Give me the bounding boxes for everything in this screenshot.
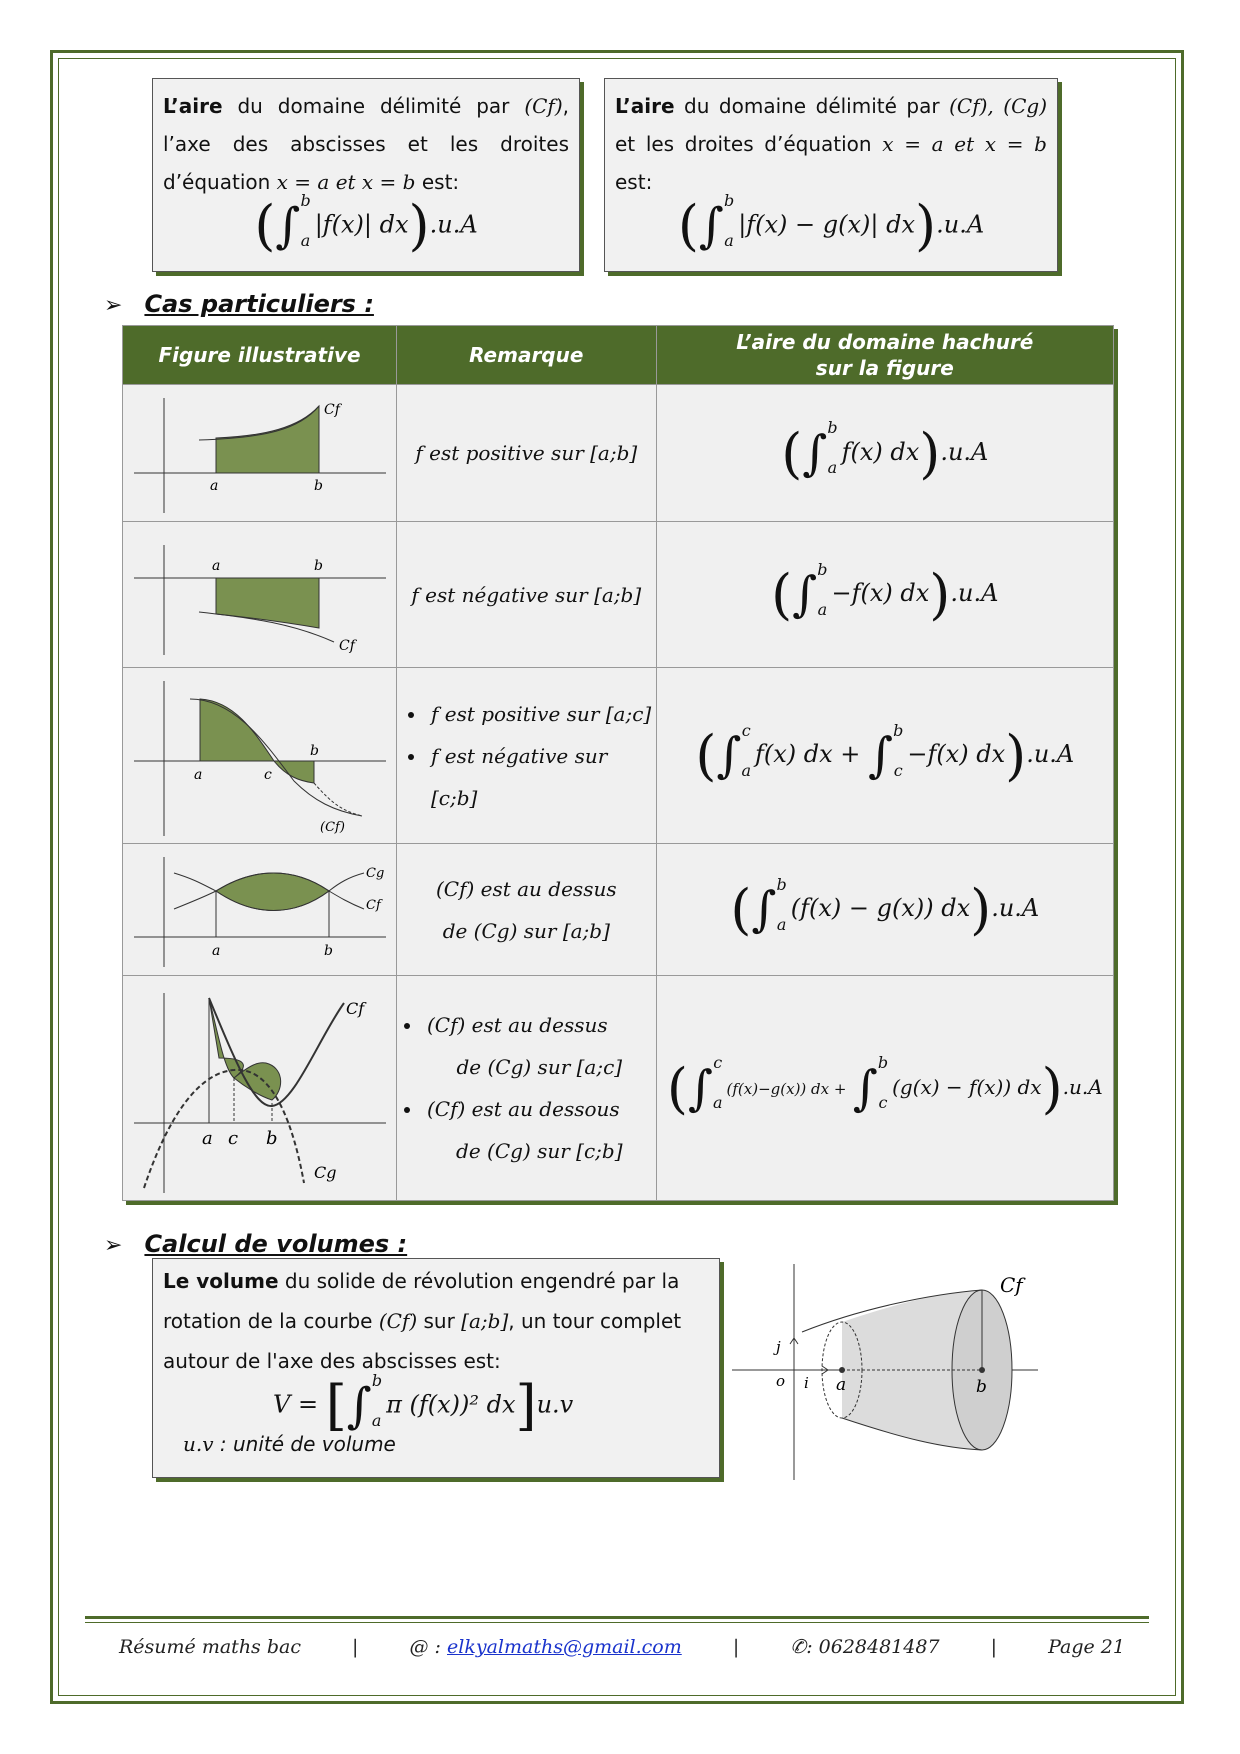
area-formula: (∫ b a f(x) dx).u.A — [781, 418, 989, 485]
footer-rule-thin — [85, 1622, 1149, 1623]
list-item: • (Cf) est au dessus — [423, 1004, 656, 1046]
figure-cell — [123, 668, 397, 844]
curve-label: Cf — [1000, 1273, 1023, 1297]
page-footer — [85, 1636, 1149, 1658]
equation: x = a et x = b — [276, 170, 416, 194]
curve-names: (Cf), (Cg) — [949, 94, 1047, 118]
remark-cell — [396, 976, 656, 1201]
list-item: • f est négative sur [c;b] — [427, 735, 656, 819]
definition-text: est: — [415, 170, 460, 194]
table-row — [123, 844, 1114, 976]
footer-separator: | — [990, 1636, 997, 1658]
footer-email: @ : elkyalmaths@gmail.com — [409, 1636, 682, 1658]
list-item: • (Cf) est au dessous — [423, 1088, 656, 1130]
table-row — [123, 976, 1114, 1201]
definition-text: , un tour complet autour de l'axe des abscisses est: — [163, 1309, 682, 1373]
area-cell — [656, 976, 1113, 1201]
definition-text: du domaine délimité par — [674, 94, 950, 118]
bold-term: L’aire — [163, 94, 223, 118]
curve-label: Cf — [339, 637, 356, 654]
footer-separator: | — [352, 1636, 359, 1658]
axis-label-a: a — [836, 1375, 847, 1395]
arrow-icon: ➢ — [104, 1233, 123, 1258]
definition-text: du solide de révolution engendré par la rotation de la courbe — [163, 1269, 680, 1333]
area-between-curves-box — [604, 78, 1058, 272]
area-definition-box — [152, 78, 580, 272]
volume-formula: V = [∫ b a π (f(x))² dx]u.v — [273, 1371, 574, 1437]
remark-cell — [396, 522, 656, 668]
axis-label-b: b — [976, 1377, 987, 1397]
page-number: Page 21 — [1048, 1636, 1125, 1658]
curve-label-g: Cg — [366, 866, 385, 881]
column-header: L’aire du domaine hachuré sur la figure — [656, 326, 1113, 385]
figure-cell — [123, 844, 397, 976]
list-item: • f est positive sur [a;c] — [427, 693, 656, 735]
remark-cell — [396, 385, 656, 522]
curve-name: (Cf) — [524, 94, 563, 118]
section-calcul-volumes — [104, 1230, 407, 1258]
curve-label-f: Cf — [366, 898, 382, 913]
footer-separator: | — [732, 1636, 740, 1658]
curve-label: Cf — [324, 402, 341, 418]
email-link[interactable]: elkyalmaths@gmail.com — [447, 1636, 682, 1658]
interval: [a;b] — [461, 1309, 509, 1333]
definition-text: est: — [615, 170, 653, 194]
unit-note: : unité de volume — [213, 1432, 396, 1456]
remark-list — [397, 693, 656, 819]
table-row — [123, 522, 1114, 668]
area-between-formula: (∫ b a |f(x) − g(x)| dx).u.A — [677, 191, 985, 257]
remark-text: f est positive sur [a;b] — [415, 441, 638, 465]
axis-label-a: a — [194, 766, 203, 783]
curve-label: (Cf) — [320, 819, 346, 835]
axis-label-b: b — [314, 557, 324, 574]
axis-label-b: b — [266, 1128, 279, 1149]
area-cell — [656, 522, 1113, 668]
bold-term: L’aire — [615, 94, 675, 118]
sign-change-figure — [124, 671, 394, 841]
footer-rule — [85, 1616, 1149, 1619]
footer-phone: ✆: 0628481487 — [790, 1636, 940, 1658]
curve-label-f: Cf — [346, 999, 365, 1018]
axis-label-b: b — [310, 742, 320, 759]
axis-label-b: b — [314, 478, 324, 494]
axis-label-a: a — [202, 1128, 214, 1149]
remark-cell — [396, 844, 656, 976]
vector-j: j — [776, 1338, 781, 1356]
negative-function-figure — [124, 530, 394, 660]
area-formula: (∫ c a (f(x)−g(x)) dx + ∫ b c (g(x) − f(x)) dx).u.A — [666, 1053, 1103, 1120]
definition-text: , l’axe des abscisses et les droites d’équation — [163, 94, 569, 194]
axis-label-c: c — [264, 766, 273, 783]
area-formula: (∫ b a (f(x) − g(x)) dx).u.A — [730, 874, 1040, 941]
footer-title: Résumé maths bac — [119, 1636, 301, 1658]
remark-cell — [396, 668, 656, 844]
axis-label-a: a — [210, 478, 219, 494]
remark-text: de (Cg) sur [a;b] — [442, 918, 610, 943]
table-header-row — [123, 326, 1114, 385]
axis-label-a: a — [212, 557, 221, 574]
area-cell — [656, 668, 1113, 844]
bold-term: Le volume — [163, 1269, 279, 1293]
column-header: Remarque — [396, 326, 656, 385]
axis-label-b: b — [324, 943, 334, 959]
vector-i: i — [804, 1374, 809, 1392]
remark-text: f est négative sur [a;b] — [411, 582, 642, 607]
definition-text: sur — [417, 1309, 462, 1333]
curve-label-g: Cg — [314, 1163, 337, 1182]
definition-text: du domaine délimité par — [222, 94, 525, 118]
definition-text: et les droites d’équation — [615, 132, 883, 156]
origin-label: o — [776, 1372, 786, 1390]
figure-cell — [123, 976, 397, 1201]
equation: x = a et x = b — [882, 132, 1047, 156]
section-title: Cas particuliers : — [144, 290, 374, 318]
area-cell — [656, 844, 1113, 976]
curve-name: (Cf) — [378, 1309, 418, 1333]
remark-list — [397, 1004, 656, 1172]
area-formula: (∫ b a −f(x) dx).u.A — [771, 559, 999, 626]
arrow-icon: ➢ — [104, 293, 123, 318]
column-header: Figure illustrative — [123, 326, 397, 385]
between-curves-figure — [124, 847, 394, 972]
remark-text: (Cf) est au dessus — [435, 876, 617, 901]
axis-label-c: c — [228, 1128, 239, 1149]
section-cas-particuliers — [104, 290, 374, 318]
figure-cell — [123, 385, 397, 522]
unit-symbol: u.v — [183, 1432, 214, 1456]
figure-cell — [123, 522, 397, 668]
area-formula: (∫ b a |f(x)| dx).u.A — [254, 191, 478, 257]
axis-label-a: a — [212, 943, 221, 959]
table-row — [123, 385, 1114, 522]
special-cases-table — [122, 325, 1114, 1201]
crossing-curves-figure — [124, 978, 394, 1198]
solid-of-revolution-figure — [732, 1262, 1042, 1484]
table-row — [123, 668, 1114, 844]
section-title: Calcul de volumes : — [144, 1230, 408, 1258]
list-item-continuation: de (Cg) sur [c;b] — [456, 1139, 623, 1163]
area-formula: (∫ c a f(x) dx + ∫ b c −f(x) dx).u.A — [695, 720, 1075, 787]
positive-function-figure — [124, 388, 394, 518]
volume-definition-box — [152, 1258, 720, 1478]
area-cell — [656, 385, 1113, 522]
list-item-continuation: de (Cg) sur [a;c] — [456, 1055, 623, 1079]
